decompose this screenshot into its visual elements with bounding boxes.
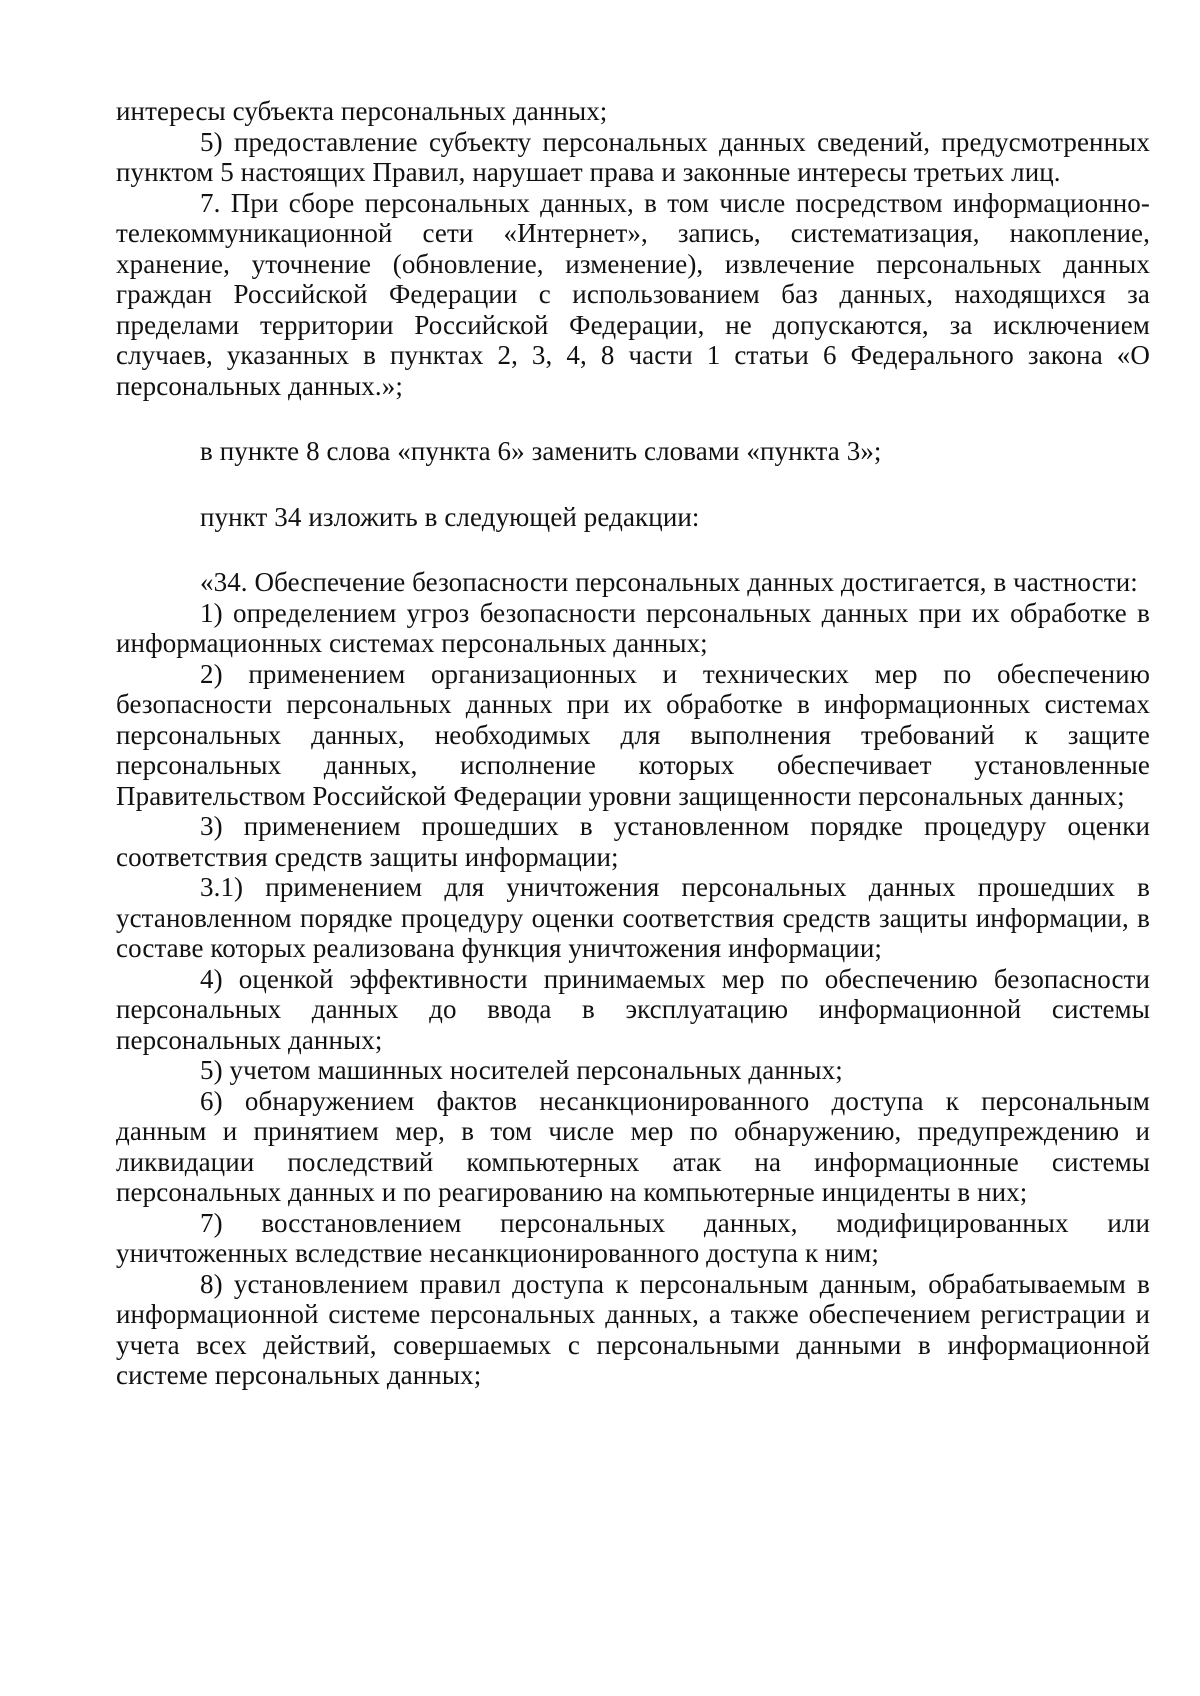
list-item-7: 7) восстановлением персональных данных, модифицированных или уничтоженных вследствие несанкционированного доступа к ним; xyxy=(116,1207,1150,1268)
paragraph-amend-point-8: в пункте 8 слова «пункта 6» заменить словами «пункта 3»; xyxy=(200,436,882,466)
list-item-3: 3) применением прошедших в установленном порядке процедуру оценки соответствия средств защиты информации; xyxy=(116,811,1150,872)
list-item-5: 5) учетом машинных носителей персональных данных; xyxy=(200,1055,843,1085)
paragraph-point-7: 7. При сборе персональных данных, в том числе посредством информационно-телекоммуникационной сети «Интернет», запись, систематизация, накопление, хранение, уточнение (обновление, изменение), извлечение персональных данных граждан Российской Федерации с использованием баз данных, находящихся за пределами территории Российской Федерации, не допускаются, за исключением случаев, указанных в пунктах 2, 3, 4, 8 части 1 статьи 6 Федерального закона «О персональных данных.»; xyxy=(116,187,1150,401)
paragraph-point-34-intro: «34. Обеспечение безопасности персональных данных достигается, в частности: xyxy=(200,567,1138,597)
paragraph-amend-point-34: пункт 34 изложить в следующей редакции: xyxy=(200,501,700,532)
paragraph-subject-interests: интересы субъекта персональных данных; xyxy=(116,96,608,126)
list-item-2: 2) применением организационных и технических мер по обеспечению безопасности персональных данных при их обработке в информационных системах персональных данных, необходимых для выполнения требований к защите персональных данных, исполнение которых обеспечивает установленные Правительством Российской Федерации уровни защищенности персональных данных; xyxy=(116,658,1150,811)
paragraph-item-5-third-party: 5) предоставление субъекту персональных данных сведений, предусмотренных пунктом 5 настоящих Правил, нарушает права и законные интересы третьих лиц. xyxy=(116,126,1150,187)
list-item-8: 8) установлением правил доступа к персональным данным, обрабатываемым в информационной системе персональных данных, а также обеспечением регистрации и учета всех действий, совершаемых с персональными данными в информационной системе персональных данных; xyxy=(116,1268,1150,1390)
document-body xyxy=(116,96,1150,1391)
list-item-6: 6) обнаружением фактов несанкционированного доступа к персональным данным и принятием мер, в том числе мер по обнаружению, предупреждению и ликвидации последствий компьютерных атак на информационные системы персональных данных и по реагированию на компьютерные инциденты в них; xyxy=(116,1085,1150,1207)
list-item-4: 4) оценкой эффективности принимаемых мер по обеспечению безопасности персональных данных до ввода в эксплуатацию информационной системы персональных данных; xyxy=(116,963,1150,1055)
list-item-3-1: 3.1) применением для уничтожения персональных данных прошедших в установленном порядке процедуру оценки соответствия средств защиты информации, в составе которых реализована функция уничтожения информации; xyxy=(116,872,1150,963)
list-item-1: 1) определением угроз безопасности персональных данных при их обработке в информационных системах персональных данных; xyxy=(116,597,1150,658)
